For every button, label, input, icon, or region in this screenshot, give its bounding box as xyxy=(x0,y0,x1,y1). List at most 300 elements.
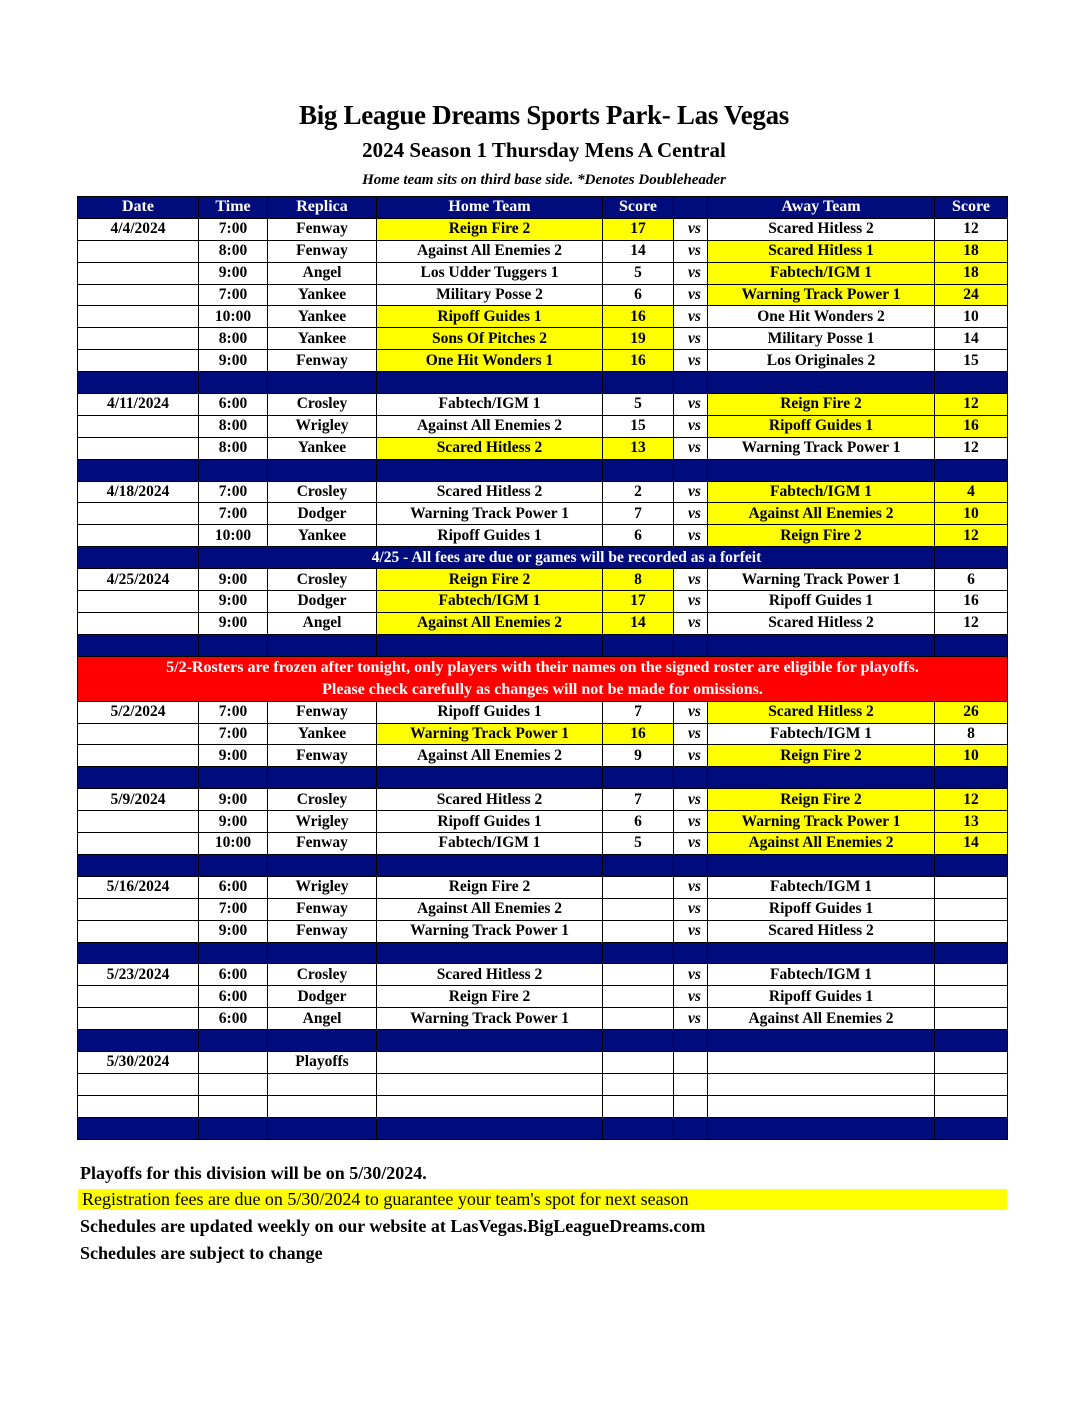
roster-notice-line-1: 5/2-Rosters are frozen after tonight, only players with their names on the signed roster are eligible for playoffs. xyxy=(166,658,919,676)
game-row xyxy=(78,986,1008,1008)
separator-cell xyxy=(935,767,1008,789)
game-date xyxy=(78,240,199,262)
game-replica-field: Wrigley xyxy=(268,876,377,898)
away-team: Warning Track Power 1 xyxy=(708,811,935,833)
home-score: 7 xyxy=(603,701,674,723)
game-row xyxy=(78,350,1008,372)
game-row xyxy=(78,1051,1008,1073)
away-team: Fabtech/IGM 1 xyxy=(708,723,935,745)
home-team: Reign Fire 2 xyxy=(377,218,603,240)
game-replica-field: Fenway xyxy=(268,701,377,723)
home-score xyxy=(603,986,674,1008)
col-header-away-score: Score xyxy=(935,197,1008,219)
separator-cell xyxy=(268,854,377,876)
home-score: 17 xyxy=(603,591,674,613)
away-team: Ripoff Guides 1 xyxy=(708,415,935,437)
game-row xyxy=(78,218,1008,240)
game-date xyxy=(78,986,199,1008)
home-team: One Hit Wonders 1 xyxy=(377,350,603,372)
game-date: 4/18/2024 xyxy=(78,481,199,503)
away-team: Reign Fire 2 xyxy=(708,745,935,767)
home-team: Fabtech/IGM 1 xyxy=(377,394,603,416)
week-separator-row xyxy=(78,372,1008,394)
home-team: Reign Fire 2 xyxy=(377,569,603,591)
away-score: 12 xyxy=(935,437,1008,459)
away-team: Ripoff Guides 1 xyxy=(708,986,935,1008)
separator-cell xyxy=(935,634,1008,656)
footer-playoffs: Playoffs for this division will be on 5/30/2024. xyxy=(80,1163,427,1183)
separator-cell xyxy=(377,767,603,789)
separator-cell xyxy=(708,634,935,656)
separator-cell xyxy=(199,459,268,481)
home-score: 8 xyxy=(603,569,674,591)
game-time: 6:00 xyxy=(199,394,268,416)
game-replica-field: Fenway xyxy=(268,350,377,372)
game-row xyxy=(78,876,1008,898)
game-replica-field: Angel xyxy=(268,1008,377,1030)
home-team: Scared Hitless 2 xyxy=(377,481,603,503)
game-row xyxy=(78,811,1008,833)
home-score: 7 xyxy=(603,503,674,525)
game-row xyxy=(78,1095,1008,1117)
roster-freeze-notice-row xyxy=(78,656,1008,701)
fees-notice-row xyxy=(78,547,1008,569)
away-score: 12 xyxy=(935,789,1008,811)
game-time: 8:00 xyxy=(199,437,268,459)
away-team xyxy=(708,1073,935,1095)
game-date: 5/23/2024 xyxy=(78,964,199,986)
game-replica-field: Playoffs xyxy=(268,1051,377,1073)
away-team: Scared Hitless 2 xyxy=(708,612,935,634)
game-row xyxy=(78,284,1008,306)
away-score: 8 xyxy=(935,723,1008,745)
separator-cell xyxy=(78,1030,199,1052)
separator-cell xyxy=(199,634,268,656)
col-header-replica: Replica xyxy=(268,197,377,219)
away-score: 6 xyxy=(935,569,1008,591)
vs-label: vs xyxy=(674,964,708,986)
separator-cell xyxy=(708,372,935,394)
game-row xyxy=(78,1008,1008,1030)
home-score xyxy=(603,1008,674,1030)
vs-label: vs xyxy=(674,306,708,328)
game-replica-field: Dodger xyxy=(268,503,377,525)
game-replica-field: Yankee xyxy=(268,723,377,745)
away-team: Warning Track Power 1 xyxy=(708,569,935,591)
schedule-body xyxy=(78,218,1008,1139)
vs-label: vs xyxy=(674,898,708,920)
game-row xyxy=(78,394,1008,416)
away-score: 12 xyxy=(935,612,1008,634)
roster-notice-line-2: Please check carefully as changes will not be made for omissions. xyxy=(322,680,763,698)
away-team: Scared Hitless 2 xyxy=(708,920,935,942)
home-score: 5 xyxy=(603,262,674,284)
page-subtitle: 2024 Season 1 Thursday Mens A Central xyxy=(362,138,726,162)
game-row xyxy=(78,898,1008,920)
game-replica-field: Crosley xyxy=(268,481,377,503)
away-score xyxy=(935,964,1008,986)
away-team: Fabtech/IGM 1 xyxy=(708,964,935,986)
away-score xyxy=(935,1051,1008,1073)
game-date xyxy=(78,284,199,306)
game-row xyxy=(78,723,1008,745)
game-time: 10:00 xyxy=(199,525,268,547)
game-time: 9:00 xyxy=(199,591,268,613)
game-date: 4/11/2024 xyxy=(78,394,199,416)
away-score xyxy=(935,1008,1008,1030)
game-row xyxy=(78,437,1008,459)
separator-cell xyxy=(708,767,935,789)
home-team: Against All Enemies 2 xyxy=(377,745,603,767)
vs-label: vs xyxy=(674,284,708,306)
separator-cell xyxy=(603,634,674,656)
vs-label: vs xyxy=(674,394,708,416)
home-score xyxy=(603,1051,674,1073)
away-team: Reign Fire 2 xyxy=(708,525,935,547)
home-team-note: Home team sits on third base side. *Denotes Doubleheader xyxy=(362,172,726,188)
game-replica-field: Crosley xyxy=(268,569,377,591)
notice-blank-cell xyxy=(78,547,199,569)
home-team xyxy=(377,1051,603,1073)
away-team: Reign Fire 2 xyxy=(708,394,935,416)
separator-cell xyxy=(674,942,708,964)
game-time: 9:00 xyxy=(199,811,268,833)
footer-website: Schedules are updated weekly on our website at LasVegas.BigLeagueDreams.com xyxy=(80,1216,706,1236)
game-row xyxy=(78,481,1008,503)
separator-cell xyxy=(377,459,603,481)
vs-label: vs xyxy=(674,723,708,745)
game-row xyxy=(78,833,1008,855)
game-date xyxy=(78,1008,199,1030)
separator-cell xyxy=(935,1030,1008,1052)
game-replica-field xyxy=(268,1073,377,1095)
game-replica-field: Fenway xyxy=(268,240,377,262)
game-replica-field xyxy=(268,1095,377,1117)
away-team: Scared Hitless 1 xyxy=(708,240,935,262)
separator-cell xyxy=(935,459,1008,481)
separator-cell xyxy=(268,1117,377,1139)
home-score xyxy=(603,898,674,920)
home-team: Sons Of Pitches 2 xyxy=(377,328,603,350)
home-team: Against All Enemies 2 xyxy=(377,612,603,634)
home-score: 15 xyxy=(603,415,674,437)
separator-cell xyxy=(603,767,674,789)
separator-cell xyxy=(268,767,377,789)
separator-cell xyxy=(199,942,268,964)
vs-label: vs xyxy=(674,503,708,525)
game-row xyxy=(78,328,1008,350)
week-separator-row xyxy=(78,634,1008,656)
vs-label: vs xyxy=(674,218,708,240)
away-team xyxy=(708,1051,935,1073)
separator-cell xyxy=(377,854,603,876)
vs-label: vs xyxy=(674,986,708,1008)
roster-freeze-notice xyxy=(78,656,1008,701)
home-team: Ripoff Guides 1 xyxy=(377,701,603,723)
separator-cell xyxy=(78,767,199,789)
vs-label: vs xyxy=(674,591,708,613)
game-time: 9:00 xyxy=(199,745,268,767)
game-date: 5/30/2024 xyxy=(78,1051,199,1073)
home-team: Reign Fire 2 xyxy=(377,876,603,898)
away-team: Warning Track Power 1 xyxy=(708,437,935,459)
vs-label: vs xyxy=(674,328,708,350)
game-row xyxy=(78,745,1008,767)
home-team: Warning Track Power 1 xyxy=(377,503,603,525)
away-score xyxy=(935,876,1008,898)
away-team: Against All Enemies 2 xyxy=(708,503,935,525)
game-time: 7:00 xyxy=(199,701,268,723)
separator-cell xyxy=(268,942,377,964)
separator-cell xyxy=(674,854,708,876)
away-score: 12 xyxy=(935,525,1008,547)
table-header-row xyxy=(78,197,1008,219)
separator-cell xyxy=(674,1117,708,1139)
game-time: 8:00 xyxy=(199,240,268,262)
vs-label: vs xyxy=(674,876,708,898)
game-time: 7:00 xyxy=(199,218,268,240)
vs-label: vs xyxy=(674,701,708,723)
separator-cell xyxy=(708,459,935,481)
game-row xyxy=(78,920,1008,942)
vs-label: vs xyxy=(674,1008,708,1030)
game-time: 7:00 xyxy=(199,503,268,525)
away-team: Against All Enemies 2 xyxy=(708,833,935,855)
separator-cell xyxy=(708,942,935,964)
game-row xyxy=(78,569,1008,591)
home-score: 16 xyxy=(603,723,674,745)
home-score: 5 xyxy=(603,833,674,855)
game-replica-field: Wrigley xyxy=(268,415,377,437)
home-team: Scared Hitless 2 xyxy=(377,964,603,986)
home-score xyxy=(603,1095,674,1117)
home-team: Warning Track Power 1 xyxy=(377,723,603,745)
home-team: Ripoff Guides 1 xyxy=(377,811,603,833)
game-row xyxy=(78,591,1008,613)
home-score: 13 xyxy=(603,437,674,459)
vs-label: vs xyxy=(674,437,708,459)
game-time: 6:00 xyxy=(199,876,268,898)
game-time: 6:00 xyxy=(199,964,268,986)
away-score: 24 xyxy=(935,284,1008,306)
game-time: 7:00 xyxy=(199,481,268,503)
home-team: Fabtech/IGM 1 xyxy=(377,833,603,855)
page-title: Big League Dreams Sports Park- Las Vegas xyxy=(298,100,790,130)
away-team: Los Originales 2 xyxy=(708,350,935,372)
col-header-date: Date xyxy=(78,197,199,219)
game-time: 7:00 xyxy=(199,723,268,745)
col-header-home-score: Score xyxy=(603,197,674,219)
separator-cell xyxy=(268,459,377,481)
game-date xyxy=(78,833,199,855)
game-row xyxy=(78,240,1008,262)
game-date xyxy=(78,306,199,328)
separator-cell xyxy=(377,1030,603,1052)
away-score: 10 xyxy=(935,745,1008,767)
game-replica-field: Yankee xyxy=(268,328,377,350)
away-score: 14 xyxy=(935,833,1008,855)
game-time xyxy=(199,1073,268,1095)
vs-label: vs xyxy=(674,415,708,437)
vs-label: vs xyxy=(674,811,708,833)
vs-label: vs xyxy=(674,350,708,372)
away-score: 10 xyxy=(935,306,1008,328)
game-replica-field: Fenway xyxy=(268,218,377,240)
separator-cell xyxy=(603,1117,674,1139)
game-date: 5/9/2024 xyxy=(78,789,199,811)
game-time: 9:00 xyxy=(199,789,268,811)
home-team: Against All Enemies 2 xyxy=(377,415,603,437)
game-row xyxy=(78,964,1008,986)
home-score: 2 xyxy=(603,481,674,503)
home-team xyxy=(377,1073,603,1095)
game-time: 9:00 xyxy=(199,612,268,634)
home-team: Los Udder Tuggers 1 xyxy=(377,262,603,284)
home-score: 5 xyxy=(603,394,674,416)
away-team: Scared Hitless 2 xyxy=(708,701,935,723)
game-row xyxy=(78,525,1008,547)
game-time: 9:00 xyxy=(199,920,268,942)
away-team: Military Posse 1 xyxy=(708,328,935,350)
game-time xyxy=(199,1095,268,1117)
game-row xyxy=(78,701,1008,723)
game-date: 5/16/2024 xyxy=(78,876,199,898)
separator-cell xyxy=(708,1117,935,1139)
separator-cell xyxy=(268,372,377,394)
away-team: Reign Fire 2 xyxy=(708,789,935,811)
vs-label xyxy=(674,1095,708,1117)
home-score: 14 xyxy=(603,612,674,634)
game-replica-field: Fenway xyxy=(268,833,377,855)
home-score xyxy=(603,920,674,942)
away-team: Ripoff Guides 1 xyxy=(708,898,935,920)
col-header-time: Time xyxy=(199,197,268,219)
game-replica-field: Yankee xyxy=(268,284,377,306)
vs-label: vs xyxy=(674,833,708,855)
vs-label: vs xyxy=(674,745,708,767)
week-separator-row xyxy=(78,1117,1008,1139)
away-team: One Hit Wonders 2 xyxy=(708,306,935,328)
game-time: 6:00 xyxy=(199,1008,268,1030)
away-score: 14 xyxy=(935,328,1008,350)
separator-cell xyxy=(199,854,268,876)
vs-label: vs xyxy=(674,481,708,503)
game-date xyxy=(78,811,199,833)
game-date xyxy=(78,1095,199,1117)
away-team: Against All Enemies 2 xyxy=(708,1008,935,1030)
separator-cell xyxy=(377,372,603,394)
game-replica-field: Crosley xyxy=(268,789,377,811)
game-date xyxy=(78,723,199,745)
game-date xyxy=(78,745,199,767)
separator-cell xyxy=(78,634,199,656)
game-row xyxy=(78,306,1008,328)
separator-cell xyxy=(199,1117,268,1139)
home-score: 6 xyxy=(603,525,674,547)
separator-cell xyxy=(674,459,708,481)
vs-label: vs xyxy=(674,525,708,547)
game-row xyxy=(78,415,1008,437)
separator-cell xyxy=(78,1117,199,1139)
game-time: 8:00 xyxy=(199,415,268,437)
home-team: Against All Enemies 2 xyxy=(377,240,603,262)
game-time: 10:00 xyxy=(199,833,268,855)
game-date xyxy=(78,262,199,284)
week-separator-row xyxy=(78,942,1008,964)
game-date xyxy=(78,591,199,613)
home-score: 6 xyxy=(603,284,674,306)
home-team: Fabtech/IGM 1 xyxy=(377,591,603,613)
vs-label: vs xyxy=(674,262,708,284)
vs-label: vs xyxy=(674,920,708,942)
away-score: 15 xyxy=(935,350,1008,372)
week-separator-row xyxy=(78,1030,1008,1052)
separator-cell xyxy=(199,767,268,789)
game-replica-field: Angel xyxy=(268,262,377,284)
game-date xyxy=(78,503,199,525)
separator-cell xyxy=(674,767,708,789)
game-replica-field: Angel xyxy=(268,612,377,634)
footer-subject-to-change: Schedules are subject to change xyxy=(80,1243,323,1263)
game-time: 9:00 xyxy=(199,350,268,372)
game-time: 10:00 xyxy=(199,306,268,328)
home-score: 16 xyxy=(603,350,674,372)
separator-cell xyxy=(377,942,603,964)
game-replica-field: Crosley xyxy=(268,964,377,986)
game-date: 4/25/2024 xyxy=(78,569,199,591)
separator-cell xyxy=(78,372,199,394)
home-team: Warning Track Power 1 xyxy=(377,920,603,942)
game-time: 7:00 xyxy=(199,898,268,920)
col-header-home-team: Home Team xyxy=(377,197,603,219)
away-team: Ripoff Guides 1 xyxy=(708,591,935,613)
game-date xyxy=(78,898,199,920)
vs-label: vs xyxy=(674,569,708,591)
separator-cell xyxy=(78,854,199,876)
separator-cell xyxy=(377,634,603,656)
week-separator-row xyxy=(78,854,1008,876)
separator-cell xyxy=(708,1030,935,1052)
vs-label: vs xyxy=(674,612,708,634)
game-replica-field: Fenway xyxy=(268,920,377,942)
vs-label xyxy=(674,1073,708,1095)
notice-blank-cell xyxy=(935,547,1008,569)
game-time xyxy=(199,1051,268,1073)
game-date: 5/2/2024 xyxy=(78,701,199,723)
separator-cell xyxy=(674,1030,708,1052)
game-date xyxy=(78,612,199,634)
separator-cell xyxy=(603,1030,674,1052)
away-score: 16 xyxy=(935,591,1008,613)
separator-cell xyxy=(268,634,377,656)
home-score xyxy=(603,1073,674,1095)
vs-label xyxy=(674,1051,708,1073)
separator-cell xyxy=(708,854,935,876)
away-score: 18 xyxy=(935,240,1008,262)
away-score: 18 xyxy=(935,262,1008,284)
separator-cell xyxy=(603,459,674,481)
game-row xyxy=(78,612,1008,634)
game-date xyxy=(78,525,199,547)
home-team: Reign Fire 2 xyxy=(377,986,603,1008)
separator-cell xyxy=(935,942,1008,964)
away-score xyxy=(935,1095,1008,1117)
week-separator-row xyxy=(78,459,1008,481)
home-score: 14 xyxy=(603,240,674,262)
separator-cell xyxy=(603,372,674,394)
separator-cell xyxy=(603,942,674,964)
home-team: Military Posse 2 xyxy=(377,284,603,306)
